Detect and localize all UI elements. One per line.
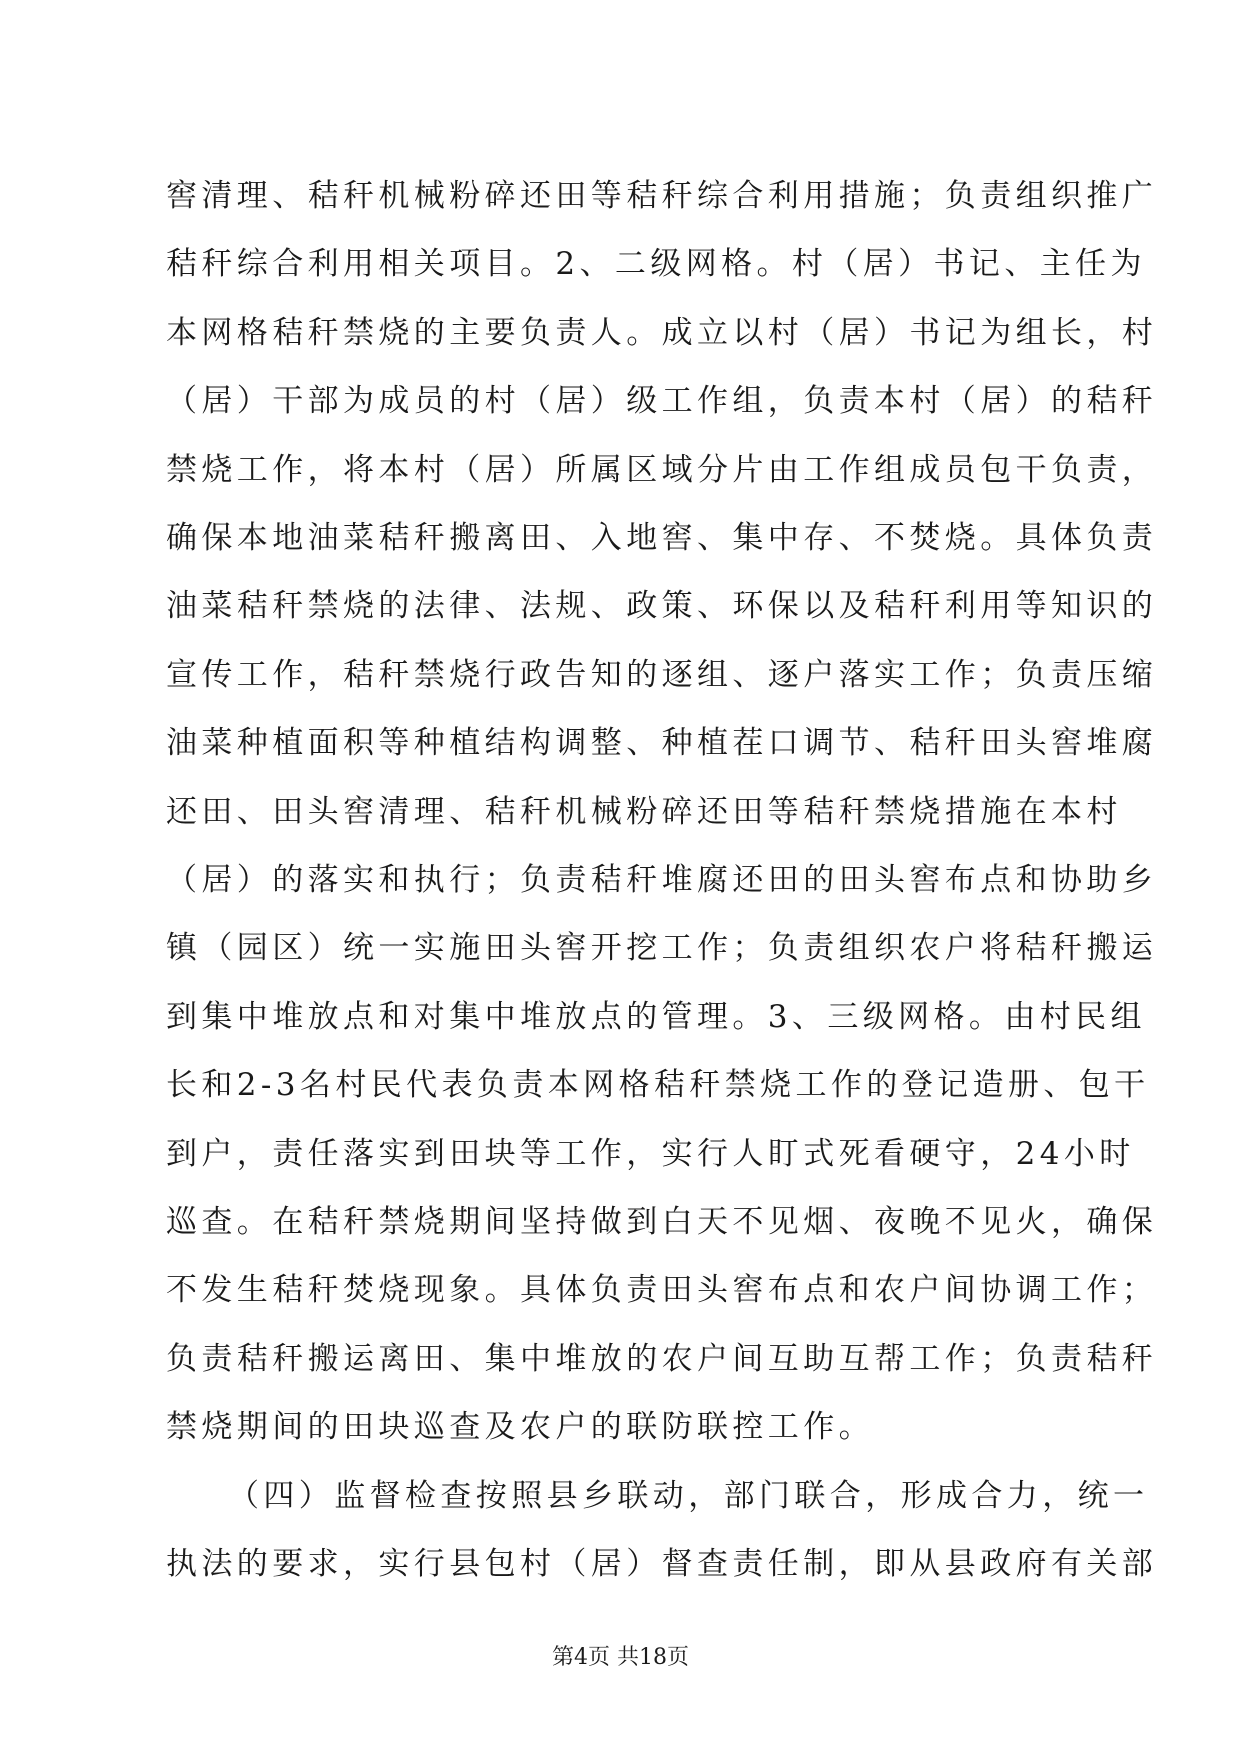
body-line: 执法的要求，实行县包村（居）督查责任制，即从县政府有关部: [166, 1546, 1158, 1582]
body-line: 镇（园区）统一实施田头窖开挖工作；负责组织农户将秸秆搬运: [166, 930, 1158, 966]
body-line: 确保本地油菜秸秆搬离田、入地窖、集中存、不焚烧。具体负责: [166, 520, 1158, 556]
body-line: 窖清理、秸秆机械粉碎还田等秸秆综合利用措施；负责组织推广: [166, 178, 1158, 214]
body-line: （居）的落实和执行；负责秸秆堆腐还田的田头窖布点和协助乡: [166, 862, 1158, 898]
body-line: 负责秸秆搬运离田、集中堆放的农户间互助互帮工作；负责秸秆: [166, 1341, 1158, 1377]
paragraph-start-line: （四）监督检查按照县乡联动，部门联合，形成合力，统一: [228, 1478, 1149, 1514]
body-line: （居）干部为成员的村（居）级工作组，负责本村（居）的秸秆: [166, 383, 1158, 419]
body-line: 本网格秸秆禁烧的主要负责人。成立以村（居）书记为组长，村: [166, 315, 1158, 351]
page-footer: 第4页 共18页: [552, 1645, 689, 1670]
body-line: 还田、田头窖清理、秸秆机械粉碎还田等秸秆禁烧措施在本村: [166, 794, 1122, 830]
body-line: 油菜秸秆禁烧的法律、法规、政策、环保以及秸秆利用等知识的: [166, 588, 1158, 624]
body-line: 秸秆综合利用相关项目。2、二级网格。村（居）书记、主任为: [166, 246, 1146, 282]
body-line: 巡查。在秸秆禁烧期间坚持做到白天不见烟、夜晚不见火，确保: [166, 1204, 1158, 1240]
body-line: 到户，责任落实到田块等工作，实行人盯式死看硬守，24小时: [166, 1136, 1135, 1172]
body-line: 禁烧工作，将本村（居）所属区域分片由工作组成员包干负责，: [166, 452, 1158, 488]
body-line: 宣传工作，秸秆禁烧行政告知的逐组、逐户落实工作；负责压缩: [166, 657, 1158, 693]
body-line: 油菜种植面积等种植结构调整、种植茬口调节、秸秆田头窖堆腐: [166, 725, 1158, 761]
body-line: 到集中堆放点和对集中堆放点的管理。3、三级网格。由村民组: [166, 999, 1146, 1035]
body-line: 长和2-3名村民代表负责本网格秸秆禁烧工作的登记造册、包干: [166, 1067, 1150, 1103]
body-line: 禁烧期间的田块巡查及农户的联防联控工作。: [166, 1409, 874, 1445]
body-line: 不发生秸秆焚烧现象。具体负责田头窖布点和农户间协调工作；: [166, 1272, 1158, 1308]
